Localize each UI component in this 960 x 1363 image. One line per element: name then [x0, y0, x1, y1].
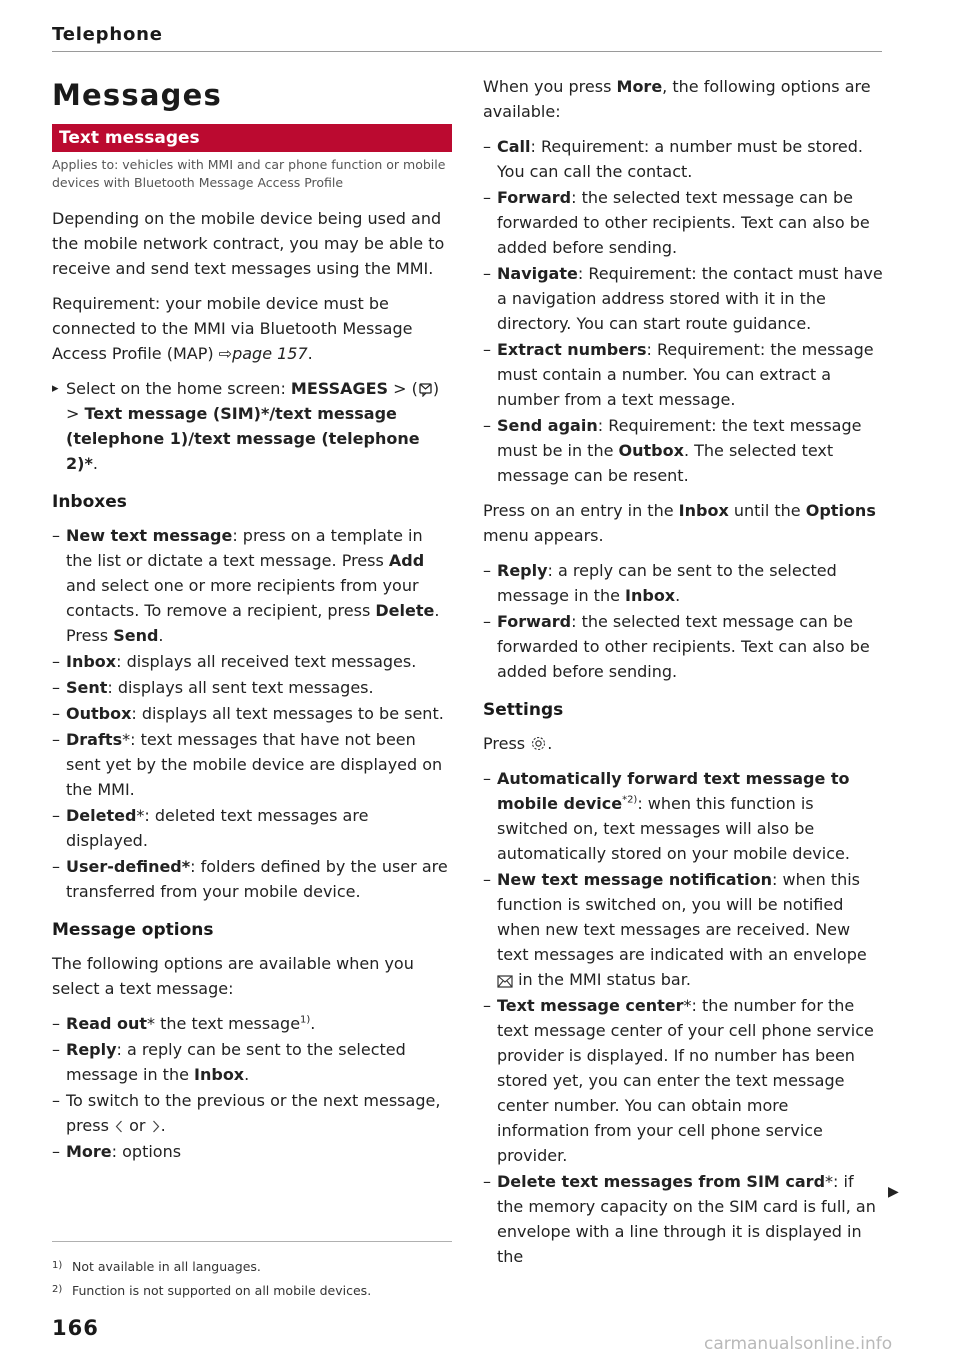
item-label: Read out: [66, 1014, 148, 1033]
item-label: Forward: [497, 612, 572, 631]
text: Press: [483, 734, 526, 753]
options-label: Options: [805, 501, 876, 520]
item-text: *: text messages that have not been sent yet by the mobile device are displayed on the MMI.: [66, 730, 443, 799]
message-options-heading: Message options: [52, 920, 214, 940]
list-item: – Read out* the text message$^{1)}$.: [52, 1011, 452, 1036]
item-label: Outbox: [66, 704, 132, 723]
item-label: Extract numbers: [497, 340, 647, 359]
footnote: [52, 1278, 452, 1302]
list-item: [483, 185, 883, 260]
item-text: : press on a template in the list or dictate a text message. Press: [66, 526, 423, 570]
list-item: [483, 993, 883, 1168]
footnote-ref: *2): [622, 794, 638, 806]
delete-label: Delete: [375, 601, 435, 620]
list-item: [52, 727, 452, 802]
item-text: : displays all received text messages.: [116, 652, 417, 671]
requirement-text: Requirement: your mobile device must be connected to the MMI via Bluetooth Message Access Profile (MAP): [52, 294, 413, 363]
item-text: : Requirement: a number must be stored. You can call the contact.: [497, 137, 864, 181]
item-text: : displays all sent text messages.: [107, 678, 374, 697]
list-item: [52, 701, 452, 726]
inboxes-list: [52, 523, 452, 904]
chevron-right-icon: [151, 1119, 161, 1134]
footnote-text: Function is not supported on all mobile devices.: [72, 1283, 372, 1298]
item-label: Delete text messages from SIM card: [497, 1172, 826, 1191]
item-text: and select one or more recipients from your contacts. To remove a recipient, press: [66, 576, 419, 620]
item-text: : when this function is switched on, you will be notified when new text messages are received. New text messages are indicated with an envelope: [497, 870, 867, 964]
page-number: 166: [52, 1316, 99, 1340]
footnote-text: Not available in all languages.: [72, 1259, 261, 1274]
arrow-right-icon: ⇨: [218, 344, 233, 363]
list-item: [483, 134, 883, 184]
watermark: carmanualsonline.info: [704, 1334, 893, 1354]
continue-arrow-icon: ▶: [888, 1184, 899, 1200]
step-intro: Select on the home screen:: [66, 379, 286, 398]
item-text: : when this function is switched on, text messages will also be automatically stored on your mobile device.: [497, 794, 850, 863]
list-item: [483, 337, 883, 412]
more-options-list: [483, 134, 883, 488]
item-text: *: deleted text messages are displayed.: [66, 806, 369, 850]
inboxes-heading: Inboxes: [52, 492, 127, 512]
item-text: : displays all text messages to be sent.: [131, 704, 444, 723]
list-item: – New text message: press on a template in the list or dictate a text message. Press Add and select one or more recipients from your contacts. To remove a recipient, press Delete. Press Send.: [52, 523, 452, 648]
left-column: [52, 74, 452, 1174]
settings-heading: Settings: [483, 700, 564, 720]
item-text: *: the number for the text message center of your cell phone service provider is displayed. If no number has been stored yet, you can enter the text message center number. You can obtain more information from your cell phone service provider.: [497, 996, 874, 1165]
intro-paragraph: Depending on the mobile device being used and the mobile network contract, you may be able to receive and send text messages using the MMI.: [52, 209, 445, 278]
item-label: Reply: [66, 1040, 117, 1059]
inbox-options-list: [483, 558, 883, 684]
item-label: Send again: [497, 416, 598, 435]
inbox-label: Inbox: [625, 586, 676, 605]
item-label: Inbox: [66, 652, 117, 671]
header-divider: [52, 51, 882, 52]
item-text: : Requirement: the message must contain a number. You can extract a number from a text message.: [497, 340, 874, 409]
messages-menu-label: MESSAGES: [290, 379, 389, 398]
item-label: User-defined*: [66, 857, 191, 876]
text: menu appears.: [483, 526, 604, 545]
sim-message-icon: [418, 382, 433, 397]
list-item: – Reply: a reply can be sent to the selected message in the Inbox.: [483, 558, 883, 608]
footnote-mark: 1): [52, 1260, 63, 1271]
instruction-step: ▸ Select on the home screen: MESSAGES > ( ) > Text message (SIM)*/text message (telephone 1)/text message (telephone 2)*.: [52, 376, 452, 476]
text: , the following options are available:: [483, 77, 871, 121]
item-text: : a reply can be sent to the selected message in the: [66, 1040, 406, 1084]
item-text: : Requirement: the text message must be in the: [497, 416, 862, 460]
list-item: [483, 1169, 883, 1269]
subsection-bar: Text messages: [52, 124, 452, 152]
item-label: Navigate: [497, 264, 578, 283]
right-column: [483, 74, 883, 1279]
item-text: or: [129, 1116, 146, 1135]
item-text: in the MMI status bar.: [518, 970, 691, 989]
list-item: – Reply: a reply can be sent to the selected message in the Inbox.: [52, 1037, 452, 1087]
item-text: : Requirement: the contact must have a navigation address stored with it in the directory. You can start route guidance.: [497, 264, 883, 333]
item-label: Automatically forward text message to mobile device: [497, 769, 850, 813]
item-label: Forward: [497, 188, 572, 207]
list-item: [483, 867, 883, 992]
text: until the: [733, 501, 801, 520]
more-intro: [483, 74, 883, 124]
list-item: [483, 261, 883, 336]
section-title: Messages: [52, 78, 222, 112]
item-text: * the text message: [147, 1014, 301, 1033]
item-label: Reply: [497, 561, 548, 580]
item-label: More: [66, 1142, 112, 1161]
requirement-paragraph: Requirement: your mobile device must be connected to the MMI via Bluetooth Message Access Profile (MAP) ⇨page 157.: [52, 294, 413, 363]
send-label: Send: [113, 626, 159, 645]
footnote-mark: 2): [52, 1284, 63, 1295]
item-text: : options: [111, 1142, 182, 1161]
outbox-label: Outbox: [618, 441, 684, 460]
text: Press on an entry in the: [483, 501, 674, 520]
list-item: [483, 413, 883, 488]
list-item: [483, 609, 883, 684]
list-item: [52, 854, 452, 904]
page-reference-link[interactable]: page 157: [232, 344, 308, 363]
item-label: Call: [497, 137, 531, 156]
more-label: More: [616, 77, 663, 96]
gear-icon: [530, 735, 547, 752]
inbox-options-intro: [483, 498, 883, 548]
item-text: : the selected text message can be forwarded to other recipients. Text can also be added before sending.: [497, 188, 870, 257]
footnote-divider: [52, 1241, 452, 1242]
footnote-ref: 1): [300, 1014, 311, 1026]
footnotes: [52, 1254, 452, 1302]
applies-note: Applies to: vehicles with MMI and car phone function or mobile devices with Bluetooth Message Access Profile: [52, 157, 446, 190]
message-source-options: Text message (SIM)*/text message (telephone 1)/text message (telephone 2)*: [66, 404, 420, 473]
settings-press: Press .: [483, 734, 553, 753]
footnote: [52, 1254, 452, 1278]
inbox-label: Inbox: [194, 1065, 245, 1084]
item-label: Text message center: [497, 996, 684, 1015]
list-item: [483, 766, 883, 866]
item-text: *: if the memory capacity on the SIM card is full, an envelope with a line through it is displayed in the: [497, 1172, 876, 1266]
settings-list: [483, 766, 883, 1269]
running-header: Telephone: [52, 24, 163, 45]
message-options-list: [52, 1011, 452, 1164]
list-item: [52, 675, 452, 700]
item-label: Sent: [66, 678, 108, 697]
text: When you press: [483, 77, 612, 96]
envelope-icon: [497, 975, 513, 988]
list-item: [52, 649, 452, 674]
item-text: . The selected text message can be resent.: [497, 441, 834, 485]
item-text: : the selected text message can be forwarded to other recipients. Text can also be added before sending.: [497, 612, 870, 681]
item-text: : folders defined by the user are transferred from your mobile device.: [66, 857, 448, 901]
list-item: [52, 803, 452, 853]
item-label: Drafts: [66, 730, 123, 749]
item-label: New text message notification: [497, 870, 773, 889]
item-text: : a reply can be sent to the selected message in the: [497, 561, 837, 605]
message-options-intro: The following options are available when you select a text message:: [52, 954, 414, 998]
list-item: – To switch to the previous or the next message, press or .: [52, 1088, 452, 1138]
inbox-label: Inbox: [678, 501, 729, 520]
item-text: To switch to the previous or the next message, press: [66, 1091, 441, 1135]
item-label: New text message: [66, 526, 233, 545]
chevron-left-icon: [114, 1119, 124, 1134]
add-label: Add: [388, 551, 425, 570]
item-text: . Press: [66, 601, 440, 645]
list-item: [52, 1139, 452, 1164]
item-label: Deleted: [66, 806, 137, 825]
